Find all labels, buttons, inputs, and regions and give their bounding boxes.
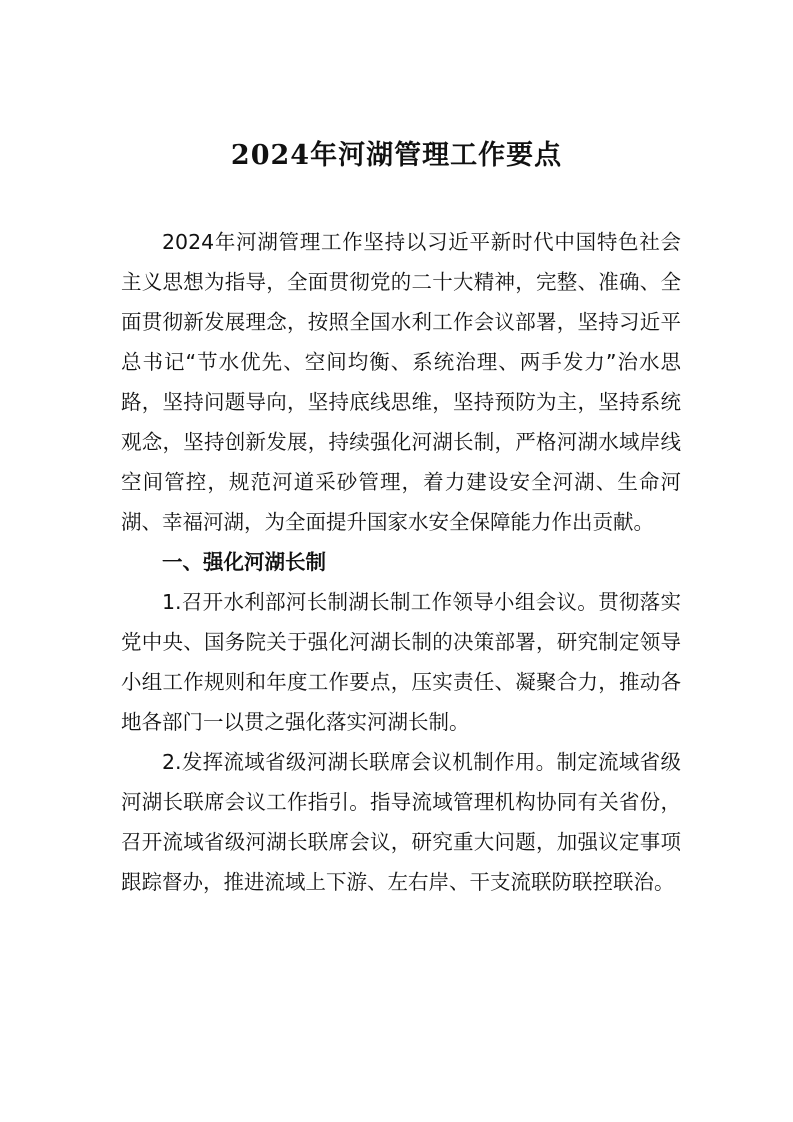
section-item-1: 1.召开水利部河长制湖长制工作领导小组会议。贯彻落实党中央、国务院关于强化河湖长制的决策部署，研究制定领导小组工作规则和年度工作要点，压实责任、凝聚合力，推动各地各部门一以贯之强化落实河湖长制。: [121, 590, 681, 734]
section-item-2: 2.发挥流域省级河湖长联席会议机制作用。制定流域省级河湖长联席会议工作指引。指导流域管理机构协同有关省份，召开流域省级河湖长联席会议，研究重大问题，加强议定事项跟踪督办，推进流域上下游、左右岸、干支流联防联控联治。: [121, 750, 681, 894]
section-heading: 一、强化河湖长制: [162, 550, 326, 574]
document-title: 2024年河湖管理工作要点: [230, 140, 563, 171]
intro-paragraph: 2024年河湖管理工作坚持以习近平新时代中国特色社会主义思想为指导，全面贯彻党的二十大精神，完整、准确、全面贯彻新发展理念，按照全国水利工作会议部署，坚持习近平总书记“节水优先、空间均衡、系统治理、两手发力”治水思路，坚持问题导向，坚持底线思维，坚持预防为主，坚持系统观念，坚持创新发展，持续强化河湖长制，严格河湖水域岸线空间管控，规范河道采砂管理，着力建设安全河湖、生命河湖、幸福河湖，为全面提升国家水安全保障能力作出贡献。: [121, 230, 681, 534]
document-body: [121, 222, 681, 902]
